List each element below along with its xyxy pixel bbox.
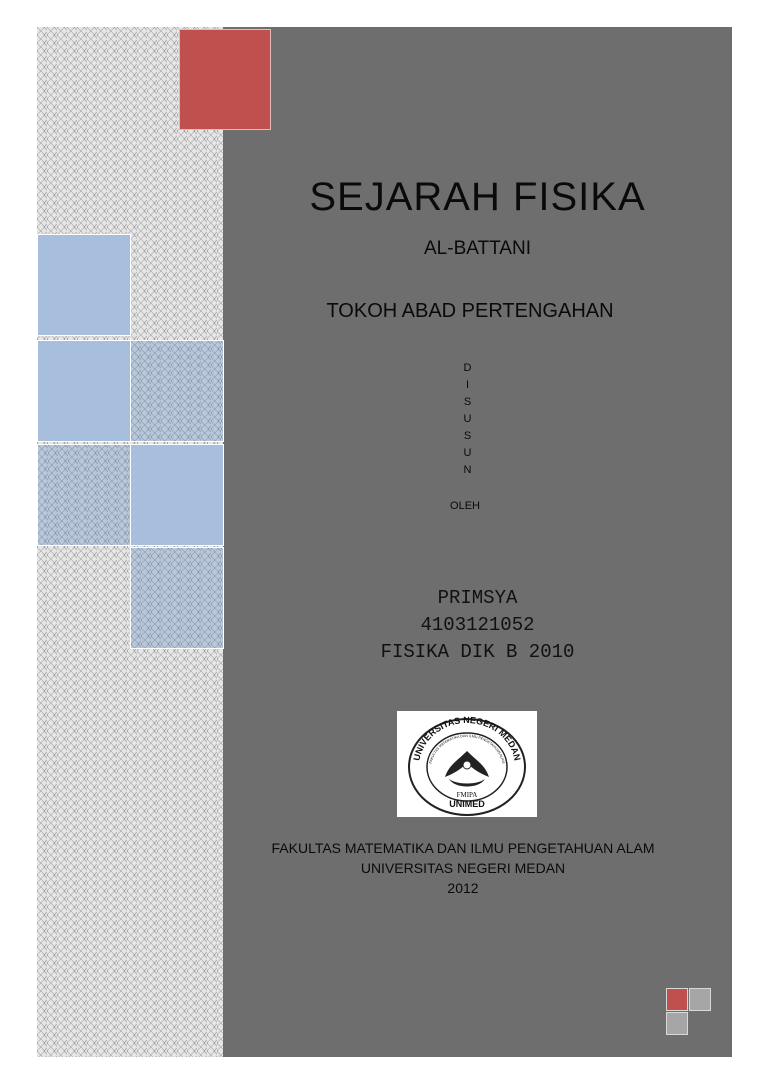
letter: S xyxy=(463,396,472,408)
letter: D xyxy=(463,362,472,374)
patterned-tile xyxy=(130,547,224,649)
unimed-seal-icon xyxy=(397,711,537,817)
blue-tile xyxy=(130,444,224,546)
cover-subtitle-2: TOKOH ABAD PERTENGAHAN xyxy=(326,300,614,322)
faculty-name: FAKULTAS MATEMATIKA DAN ILMU PENGETAHUAN ALAM xyxy=(271,840,655,856)
author-name: PRIMSYA xyxy=(437,587,518,609)
svg-text:UNIMED: UNIMED xyxy=(449,799,485,809)
svg-text:UNIVERSITAS NEGERI MEDAN: UNIVERSITAS NEGERI MEDAN xyxy=(411,714,523,762)
letter: N xyxy=(463,464,472,476)
patterned-tile xyxy=(37,444,131,546)
svg-text:FMIPA: FMIPA xyxy=(456,791,478,799)
faculty-block xyxy=(223,838,703,898)
letter: U xyxy=(463,447,472,459)
disusun-vertical xyxy=(440,360,495,479)
author-nim: 4103121052 xyxy=(420,614,535,636)
cover-subtitle: AL-BATTANI xyxy=(424,238,531,259)
patterned-tile xyxy=(130,340,224,442)
blue-tile xyxy=(37,340,131,442)
letter: U xyxy=(463,413,472,425)
letter: I xyxy=(465,379,470,391)
university-name: UNIVERSITAS NEGERI MEDAN xyxy=(360,860,566,876)
oleh-label: OLEH xyxy=(450,500,480,512)
blue-tile xyxy=(37,234,131,336)
red-accent-block xyxy=(179,29,271,130)
red-corner-square xyxy=(666,988,688,1011)
letter: S xyxy=(463,430,472,442)
author-block xyxy=(223,585,732,666)
svg-text:FAKULTAS MATEMATIKA DAN ILMU P: FAKULTAS MATEMATIKA DAN ILMU PENGETAHUAN ALAM xyxy=(428,733,506,764)
year: 2012 xyxy=(447,880,479,896)
unimed-logo xyxy=(397,711,537,817)
gray-corner-square xyxy=(689,988,711,1011)
cover-title: SEJARAH FISIKA xyxy=(309,175,646,219)
gray-corner-square xyxy=(666,1012,688,1035)
author-class: FISIKA DIK B 2010 xyxy=(380,641,575,663)
